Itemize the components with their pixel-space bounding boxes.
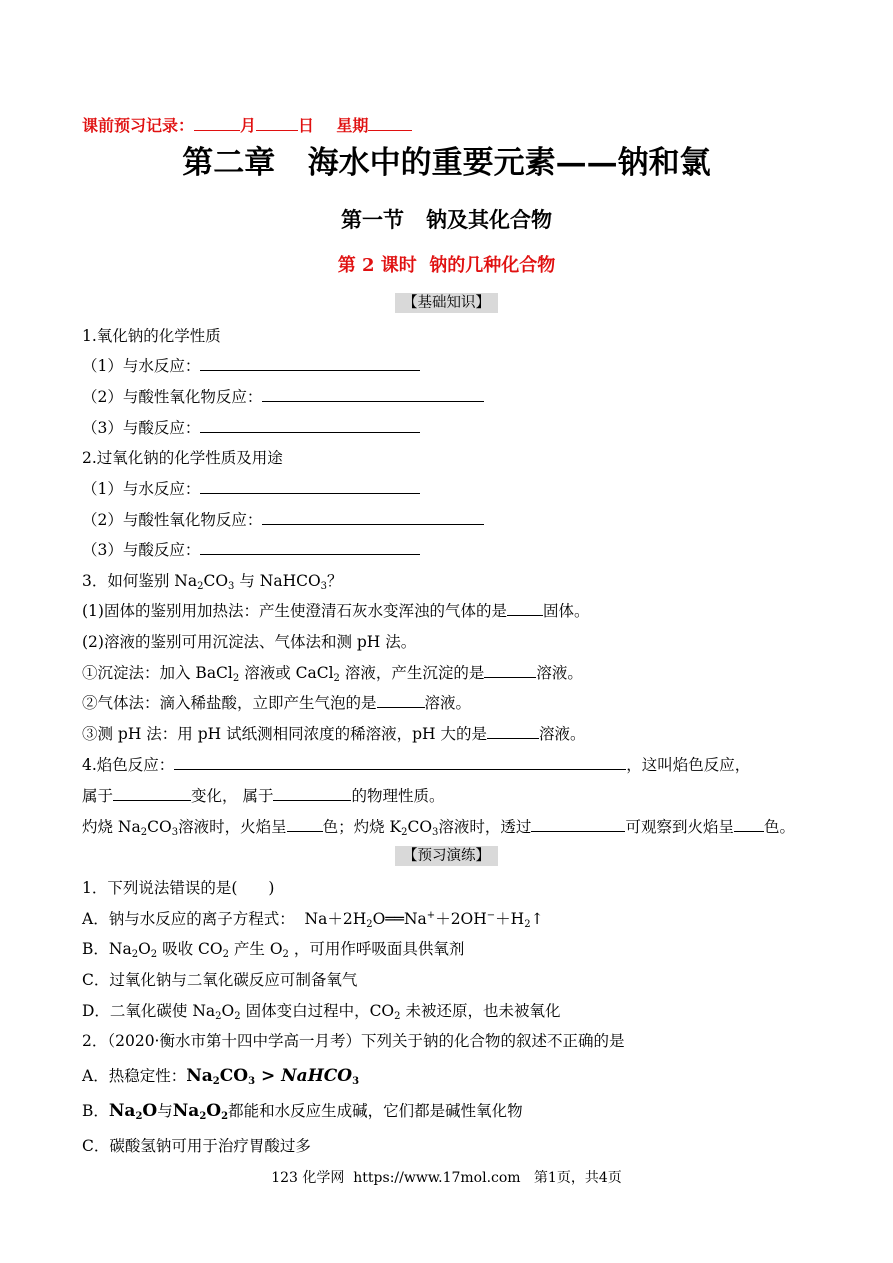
- q4-line2: 属于 变化， 属于 的物理性质。: [82, 787, 445, 805]
- preview-record: [82, 116, 412, 136]
- practice-tag: [0, 845, 893, 866]
- record-day: 日: [298, 116, 315, 135]
- q1-item-1-label: （1）与水反应：: [82, 357, 201, 375]
- practice-q2-a: A．热稳定性：$Na_2CO_3$ > NaHCO$_3$: [82, 1066, 360, 1087]
- q3-c3: ③测 pH 法：用 pH 试纸测相同浓度的稀溶液，pH 大的是 溶液。: [82, 725, 586, 743]
- record-month: 月: [240, 116, 257, 135]
- q2-item-3-label: （3）与酸反应：: [82, 541, 201, 559]
- q3-title: 3．如何鉴别 $Na_2CO_3$ 与 NaHCO$_3$？: [82, 572, 343, 592]
- q1-item-3-label: （3）与酸反应：: [82, 419, 201, 437]
- q3-a: (1)固体的鉴别用加热法：产生使澄清石灰水变浑浊的气体的是 固体。: [82, 602, 590, 620]
- q2-item-1-label: （1）与水反应：: [82, 480, 201, 498]
- practice-q1-b: B．$Na_2O_2$ 吸收 $CO_2$ 产生 $O_2$ ，可用作呼吸面具供氧剂: [82, 940, 465, 960]
- practice-q1: 1．下列说法错误的是( ): [82, 879, 275, 897]
- q1-item-2: [82, 387, 484, 407]
- q3-c2: ②气体法：滴入稀盐酸，立即产生气泡的是 溶液。: [82, 694, 472, 712]
- q1-item-1: [82, 356, 420, 376]
- section-title: 第一节 钠及其化合物: [341, 207, 552, 232]
- q3-c1: ①沉淀法：加入 BaCl$_2$ 溶液或 CaCl$_2$ 溶液，产生沉淀的是 溶液。: [82, 664, 583, 684]
- page-footer: 123 化学网 https://www.17mol.com 第1页，共4页: [271, 1170, 622, 1186]
- practice-q1-d: D．二氧化碳使 $Na_2O_2$ 固体变白过程中，$CO_2$ 未被还原，也未被氧化: [82, 1002, 561, 1022]
- practice-q2: 2．（2020·衡水市第十四中学高一月考）下列关于钠的化合物的叙述不正确的是: [82, 1032, 625, 1050]
- q2-item-2: [82, 510, 484, 530]
- q2-title: 2.过氧化钠的化学性质及用途: [82, 449, 283, 467]
- practice-q2-c: C．碳酸氢钠可用于治疗胃酸过多: [82, 1137, 311, 1155]
- basic-knowledge-label: 【基础知识】: [395, 293, 498, 313]
- q1-item-2-label: （2）与酸性氧化物反应：: [82, 388, 263, 406]
- q1-title: 1.氧化钠的化学性质: [82, 327, 221, 345]
- q1-item-3: [82, 418, 420, 438]
- practice-q1-a: A．钠与水反应的离子方程式： $Na+2H_2O══Na^++2OH^-+H_2↑$: [82, 910, 544, 930]
- q2-item-3: [82, 540, 420, 560]
- q4-line1: 4.焰色反应： ，这叫焰色反应，: [82, 756, 751, 774]
- q2-item-2-label: （2）与酸性氧化物反应：: [82, 511, 263, 529]
- practice-q1-c: C．过氧化钠与二氧化碳反应可制备氧气: [82, 971, 358, 989]
- q4-line3: 灼烧 $Na_2CO_3$溶液时，火焰呈 色；灼烧 $K_2CO_3$溶液时，透过 可观察到火焰呈 色。: [82, 818, 795, 838]
- q3-b: (2)溶液的鉴别可用沉淀法、气体法和测 pH 法。: [82, 633, 417, 651]
- practice-q2-b: B．$Na_2O$与$Na_2O_2$都能和水反应生成碱，它们都是碱性氧化物: [82, 1101, 523, 1122]
- record-label: 课前预习记录：: [82, 116, 195, 135]
- q2-item-1: [82, 479, 420, 499]
- practice-label: 【预习演练】: [395, 846, 498, 866]
- lesson-title: 第 2 课时 钠的几种化合物: [337, 255, 556, 276]
- record-weekday: 星期: [336, 116, 369, 135]
- chapter-title: 第二章 海水中的重要元素——钠和氯: [182, 145, 711, 181]
- basic-knowledge-tag: [0, 292, 893, 313]
